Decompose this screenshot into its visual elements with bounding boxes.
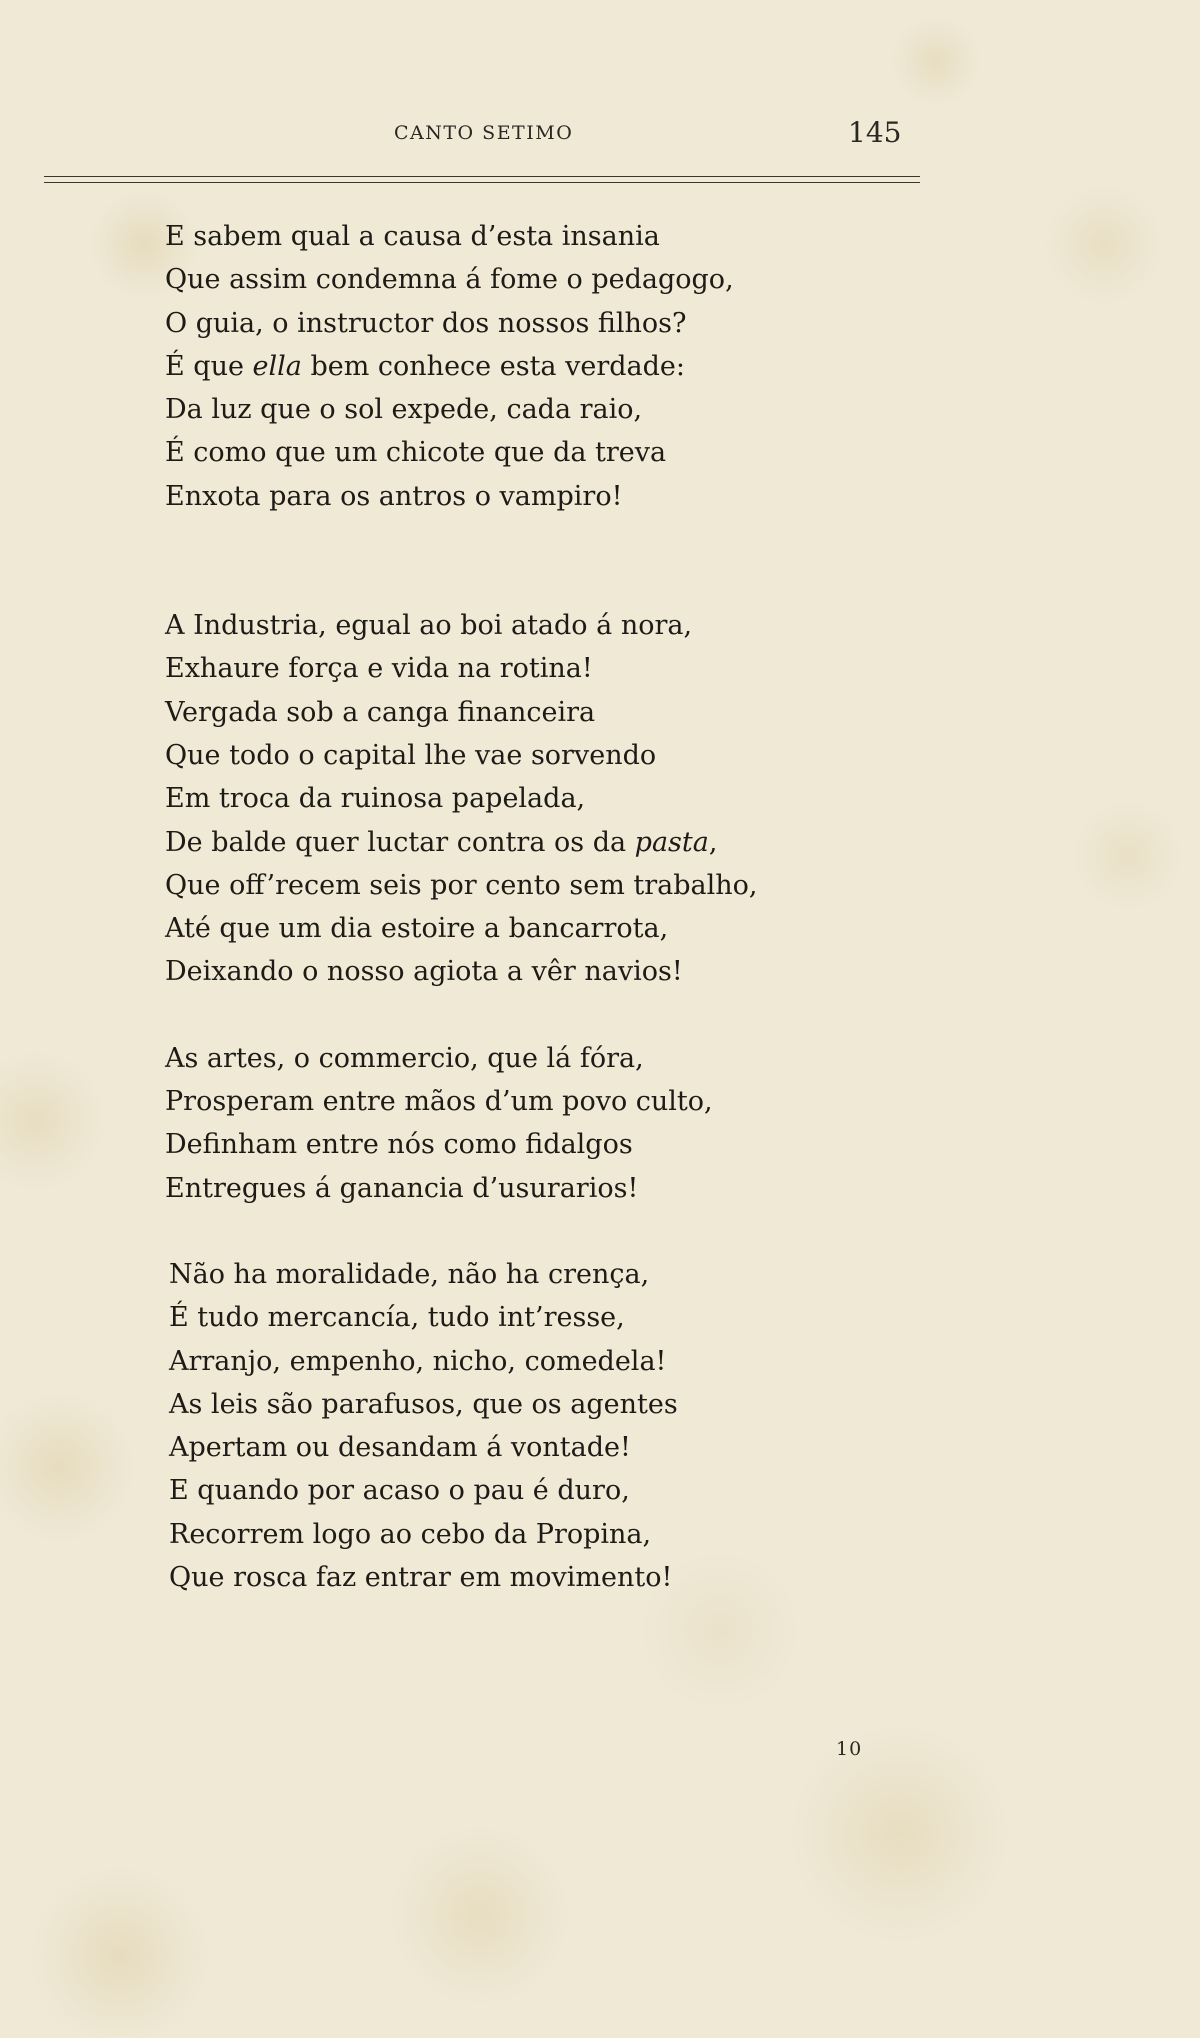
verse-line bbox=[165, 388, 805, 431]
stanza-2 bbox=[165, 604, 805, 994]
verse-text: Que todo o capital lhe vae sorvendo bbox=[165, 739, 657, 771]
verse-text: Da luz que o sol expede, cada raio, bbox=[165, 394, 643, 426]
poem-body bbox=[165, 215, 805, 1599]
stanza-3 bbox=[165, 1037, 805, 1210]
verse-text: Que rosca faz entrar em movimento! bbox=[169, 1562, 673, 1594]
verse-text: É como que um chicote que da treva bbox=[165, 437, 667, 469]
verse-line bbox=[165, 1123, 805, 1166]
stanza-4 bbox=[169, 1253, 805, 1599]
verse-line bbox=[169, 1340, 805, 1383]
verse-text: Vergada sob a canga financeira bbox=[165, 696, 596, 728]
verse-line bbox=[165, 345, 805, 388]
verse-text: O guia, o instructor dos nossos filhos? bbox=[165, 307, 687, 339]
verse-line bbox=[165, 475, 805, 518]
verse-line bbox=[169, 1296, 805, 1339]
italic-word: pasta bbox=[634, 826, 709, 858]
verse-text: E quando por acaso o pau é duro, bbox=[169, 1475, 630, 1507]
verse-line bbox=[165, 864, 805, 907]
verse-line bbox=[165, 215, 805, 258]
verse-text: De balde quer luctar contra os da bbox=[165, 826, 635, 858]
verse-line bbox=[165, 258, 805, 301]
verse-line bbox=[169, 1426, 805, 1469]
italic-word: ella bbox=[252, 350, 302, 382]
page-number: 145 bbox=[848, 116, 902, 149]
verse-text: É tudo mercancía, tudo int’resse, bbox=[169, 1302, 625, 1334]
verse-text: Não ha moralidade, não ha crença, bbox=[169, 1258, 650, 1290]
verse-text: A Industria, egual ao boi atado á nora, bbox=[165, 610, 693, 642]
verse-text: As artes, o commercio, que lá fóra, bbox=[165, 1042, 644, 1074]
header-rule-top bbox=[44, 176, 920, 177]
verse-text: Que assim condemna á fome o pedagogo, bbox=[165, 264, 734, 296]
verse-text: E sabem qual a causa d’esta insania bbox=[165, 221, 660, 252]
verse-line bbox=[169, 1513, 805, 1556]
verse-line bbox=[169, 1469, 805, 1512]
verse-line bbox=[165, 647, 805, 690]
verse-text: Exhaure força e vida na rotina! bbox=[165, 653, 593, 685]
verse-line bbox=[169, 1383, 805, 1426]
running-title: CANTO SETIMO bbox=[394, 122, 574, 144]
verse-text: As leis são parafusos, que os agentes bbox=[169, 1388, 678, 1420]
verse-text: Definham entre nós como fidalgos bbox=[165, 1129, 633, 1161]
verse-line bbox=[165, 950, 805, 993]
verse-text: Arranjo, empenho, nicho, comedela! bbox=[169, 1345, 667, 1377]
verse-line bbox=[165, 907, 805, 950]
verse-text: Que off’recem seis por cento sem trabalho, bbox=[165, 869, 758, 901]
verse-text: Entregues á ganancia d’usurarios! bbox=[165, 1172, 639, 1204]
verse-line bbox=[165, 734, 805, 777]
verse-line bbox=[165, 1167, 805, 1210]
verse-line bbox=[165, 302, 805, 345]
verse-text: bem conhece esta verdade: bbox=[301, 350, 685, 382]
verse-text: Recorrem logo ao cebo da Propina, bbox=[169, 1518, 652, 1550]
verse-line bbox=[165, 821, 805, 864]
verse-line bbox=[165, 1080, 805, 1123]
verse-text: Deixando o nosso agiota a vêr navios! bbox=[165, 956, 683, 988]
verse-line bbox=[165, 604, 805, 647]
verse-line bbox=[165, 1037, 805, 1080]
verse-text: Apertam ou desandam á vontade! bbox=[169, 1432, 631, 1464]
verse-line bbox=[169, 1253, 805, 1296]
verse-line bbox=[165, 691, 805, 734]
verse-text: É que bbox=[165, 350, 253, 382]
verse-text: Até que um dia estoire a bancarrota, bbox=[165, 913, 669, 945]
header-rule-bottom bbox=[44, 182, 920, 183]
verse-text: Enxota para os antros o vampiro! bbox=[165, 480, 623, 512]
signature-mark: 10 bbox=[836, 1738, 863, 1760]
verse-line bbox=[169, 1556, 805, 1599]
stanza-1 bbox=[165, 215, 805, 518]
verse-text: Em troca da ruinosa papelada, bbox=[165, 783, 586, 815]
page-header bbox=[0, 116, 1200, 156]
verse-line bbox=[165, 431, 805, 474]
verse-text: Prosperam entre mãos d’um povo culto, bbox=[165, 1086, 713, 1118]
verse-line bbox=[165, 777, 805, 820]
verse-text: , bbox=[708, 826, 718, 858]
